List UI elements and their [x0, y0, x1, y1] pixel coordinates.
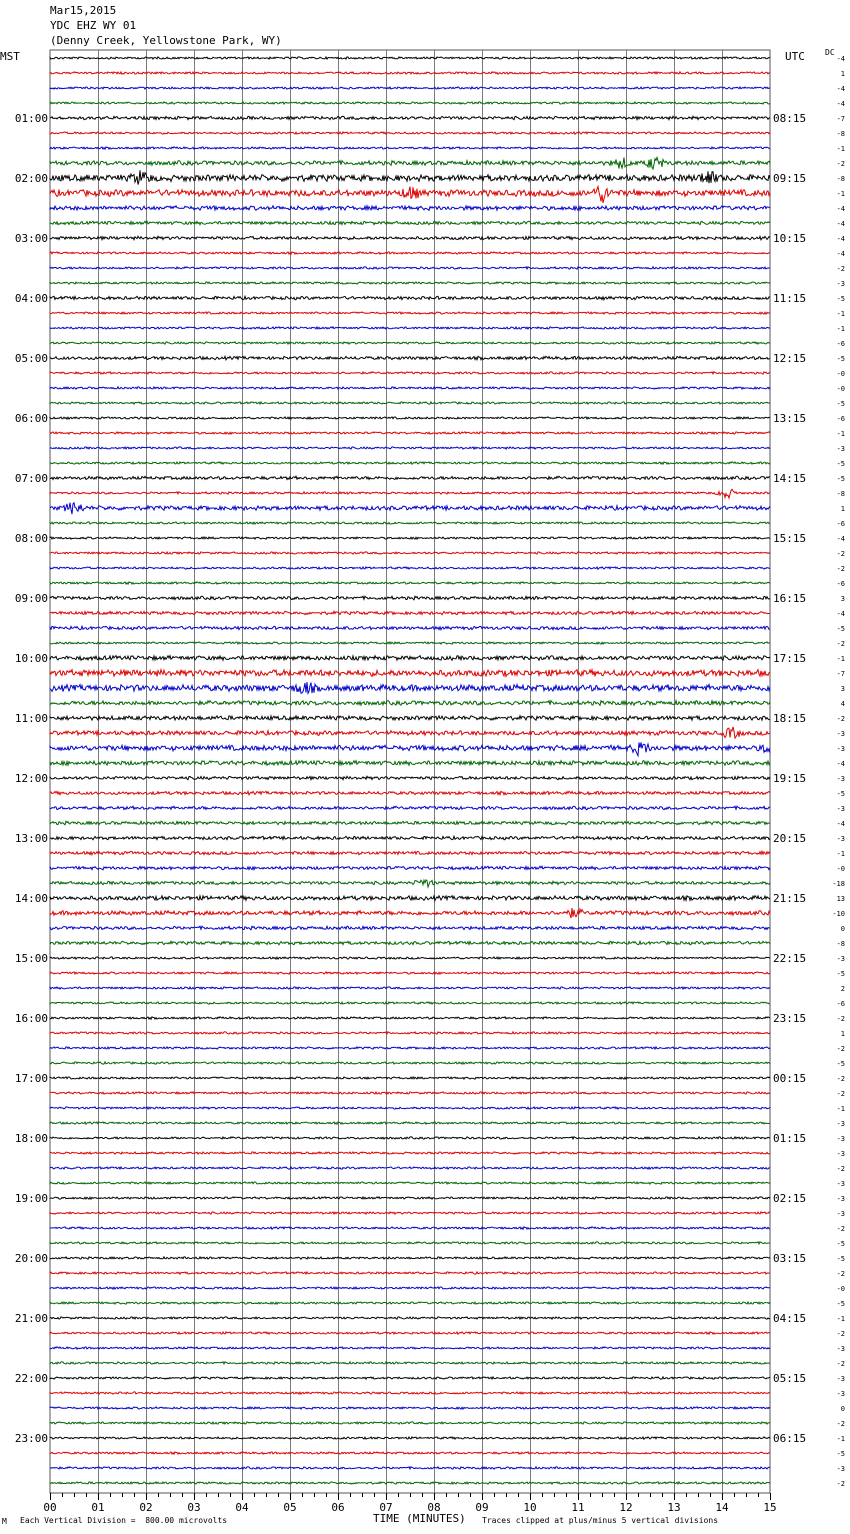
- chart-location: (Denny Creek, Yellowstone Park, WY): [50, 34, 282, 47]
- dc-offset-label: -3: [836, 280, 845, 288]
- x-tick-label: 02: [139, 1501, 153, 1514]
- dc-offset-label: -3: [836, 1150, 845, 1158]
- trace-row-82: [50, 1287, 770, 1289]
- dc-offset-label: -6: [836, 340, 845, 348]
- dc-offset-label: 0: [840, 925, 845, 933]
- right-hour-label: 23:15: [773, 1012, 807, 1025]
- dc-offset-label: -4: [836, 205, 845, 213]
- left-hour-label: 08:00: [14, 532, 48, 545]
- dc-offset-label: -2: [836, 1480, 845, 1488]
- trace-row-89: [50, 1392, 770, 1394]
- trace-row-48: [50, 776, 770, 779]
- dc-offset-label: -3: [836, 955, 845, 963]
- right-hour-label: 15:15: [773, 532, 807, 545]
- trace-row-29: [50, 489, 770, 498]
- dc-offset-label: -2: [836, 1225, 845, 1233]
- trace-row-5: [50, 132, 770, 134]
- dc-offset-label: -2: [836, 640, 845, 648]
- trace-row-54: [50, 866, 770, 870]
- dc-offset-label: -1: [836, 325, 845, 333]
- trace-row-25: [50, 432, 770, 434]
- trace-row-38: [50, 626, 770, 629]
- right-hour-label: 04:15: [773, 1312, 807, 1325]
- trace-row-88: [50, 1377, 770, 1379]
- dc-offset-label: -6: [836, 1000, 845, 1008]
- trace-row-62: [50, 987, 770, 989]
- dc-offset-label: 1: [840, 505, 845, 513]
- dc-offset-label: -6: [836, 415, 845, 423]
- dc-offset-label: -4: [836, 250, 845, 258]
- trace-row-80: [50, 1257, 770, 1259]
- scale-note: Each Vertical Division = 800.00 microvolts: [20, 1516, 228, 1525]
- trace-row-92: [50, 1437, 770, 1439]
- trace-row-21: [50, 372, 770, 374]
- trace-row-19: [50, 342, 770, 344]
- dc-offset-label: -2: [836, 265, 845, 273]
- trace-row-9: [50, 187, 770, 203]
- left-hour-label: 06:00: [14, 412, 48, 425]
- trace-row-81: [50, 1272, 770, 1274]
- dc-offset-label: -10: [832, 910, 845, 918]
- dc-offset-label: -2: [836, 1420, 845, 1428]
- dc-offset-label: -6: [836, 580, 845, 588]
- trace-row-37: [50, 611, 770, 614]
- trace-row-57: [50, 908, 770, 918]
- trace-row-76: [50, 1197, 770, 1199]
- dc-offset-label: -1: [836, 1435, 845, 1443]
- dc-offset-label: 2: [840, 985, 845, 993]
- trace-row-49: [50, 791, 770, 795]
- left-hour-label: 17:00: [14, 1072, 48, 1085]
- x-tick-label: 14: [715, 1501, 729, 1514]
- right-hour-label: 05:15: [773, 1372, 807, 1385]
- x-tick-label: 01: [91, 1501, 105, 1514]
- x-tick-label: 05: [283, 1501, 297, 1514]
- dc-offset-label: -3: [836, 1210, 845, 1218]
- right-zone-label: UTC: [785, 50, 805, 63]
- trace-row-50: [50, 806, 770, 809]
- left-hour-label: 02:00: [14, 172, 48, 185]
- trace-row-24: [50, 417, 770, 419]
- dc-offset-label: -5: [836, 970, 845, 978]
- trace-row-39: [50, 642, 770, 644]
- dc-offset-label: -7: [836, 115, 845, 123]
- dc-offset-label: -5: [836, 1300, 845, 1308]
- dc-offset-label: -0: [836, 1285, 845, 1293]
- dc-offset-label: -3: [836, 1345, 845, 1353]
- x-tick-label: 10: [523, 1501, 537, 1514]
- trace-row-95: [50, 1482, 770, 1484]
- dc-offset-label: -8: [836, 490, 845, 498]
- dc-offset-label: -2: [836, 1270, 845, 1278]
- right-hour-label: 19:15: [773, 772, 807, 785]
- dc-offset-label: -3: [836, 745, 845, 753]
- trace-row-91: [50, 1422, 770, 1424]
- trace-row-69: [50, 1092, 770, 1094]
- trace-row-83: [50, 1302, 770, 1304]
- dc-offset-label: -2: [836, 715, 845, 723]
- right-hour-label: 10:15: [773, 232, 807, 245]
- x-tick-label: 00: [43, 1501, 57, 1514]
- trace-row-1: [50, 72, 770, 74]
- trace-row-2: [50, 87, 770, 89]
- dc-offset-label: -3: [836, 775, 845, 783]
- dc-offset-label: -2: [836, 1165, 845, 1173]
- dc-offset-label: -3: [836, 1375, 845, 1383]
- trace-row-45: [50, 727, 770, 738]
- dc-offset-label: -0: [836, 385, 845, 393]
- dc-offset-label: 3: [840, 685, 845, 693]
- dc-offset-label: -1: [836, 850, 845, 858]
- right-hour-label: 11:15: [773, 292, 807, 305]
- dc-offset-label: -2: [836, 1330, 845, 1338]
- trace-row-51: [50, 821, 770, 825]
- dc-offset-label: -5: [836, 355, 845, 363]
- trace-row-78: [50, 1227, 770, 1229]
- trace-row-36: [50, 596, 770, 600]
- x-tick-label: 15: [763, 1501, 777, 1514]
- left-hour-label: 10:00: [14, 652, 48, 665]
- trace-row-8: [50, 170, 770, 184]
- trace-row-30: [50, 503, 770, 514]
- trace-row-86: [50, 1347, 770, 1349]
- trace-row-56: [50, 896, 770, 901]
- dc-offset-label: -2: [836, 565, 845, 573]
- left-hour-label: 04:00: [14, 292, 48, 305]
- trace-row-31: [50, 522, 770, 524]
- left-hour-label: 15:00: [14, 952, 48, 965]
- dc-offset-label: -2: [836, 1015, 845, 1023]
- left-hour-label: 11:00: [14, 712, 48, 725]
- trace-row-17: [50, 312, 770, 314]
- dc-offset-label: -4: [836, 55, 845, 63]
- dc-offset-label: -5: [836, 400, 845, 408]
- trace-row-43: [50, 701, 770, 706]
- trace-row-60: [50, 957, 770, 959]
- dc-offset-label: -1: [836, 655, 845, 663]
- trace-row-53: [50, 851, 770, 854]
- trace-row-68: [50, 1077, 770, 1079]
- trace-row-77: [50, 1212, 770, 1214]
- dc-offset-label: -7: [836, 670, 845, 678]
- trace-row-94: [50, 1467, 770, 1469]
- x-tick-label: 13: [667, 1501, 681, 1514]
- trace-row-64: [50, 1017, 770, 1019]
- right-hour-label: 02:15: [773, 1192, 807, 1205]
- dc-offset-label: -2: [836, 550, 845, 558]
- dc-offset-label: -5: [836, 1240, 845, 1248]
- trace-row-15: [50, 282, 770, 284]
- trace-row-4: [50, 116, 770, 119]
- dc-offset-label: -5: [836, 475, 845, 483]
- dc-offset-label: -5: [836, 460, 845, 468]
- chart-station: YDC EHZ WY 01: [50, 19, 137, 32]
- trace-row-75: [50, 1182, 770, 1184]
- dc-offset-label: -3: [836, 730, 845, 738]
- trace-row-70: [50, 1107, 770, 1109]
- dc-offset-label: -4: [836, 820, 845, 828]
- dc-offset-label: -1: [836, 310, 845, 318]
- dc-offset-label: -3: [836, 1390, 845, 1398]
- dc-offset-label: -0: [836, 370, 845, 378]
- right-hour-label: 13:15: [773, 412, 807, 425]
- dc-offset-label: -3: [836, 445, 845, 453]
- dc-offset-label: -2: [836, 1075, 845, 1083]
- x-tick-label: 07: [379, 1501, 393, 1514]
- trace-row-63: [50, 1002, 770, 1004]
- x-tick-label: 11: [571, 1501, 585, 1514]
- left-hour-label: 14:00: [14, 892, 48, 905]
- dc-offset-label: -2: [836, 160, 845, 168]
- trace-row-26: [50, 447, 770, 449]
- trace-row-16: [50, 296, 770, 299]
- trace-row-12: [50, 236, 770, 240]
- right-hour-label: 08:15: [773, 112, 807, 125]
- right-hour-label: 03:15: [773, 1252, 807, 1265]
- left-hour-label: 01:00: [14, 112, 48, 125]
- left-hour-label: 22:00: [14, 1372, 48, 1385]
- right-hour-label: 17:15: [773, 652, 807, 665]
- dc-offset-label: -1: [836, 190, 845, 198]
- dc-offset-label: -4: [836, 85, 845, 93]
- trace-row-10: [50, 206, 770, 211]
- dc-offset-label: -4: [836, 535, 845, 543]
- clip-note: Traces clipped at plus/minus 5 vertical divisions: [482, 1516, 719, 1525]
- dc-offset-label: -1: [836, 430, 845, 438]
- right-hour-label: 01:15: [773, 1132, 807, 1145]
- trace-row-46: [50, 742, 770, 755]
- dc-offset-label: -5: [836, 1060, 845, 1068]
- trace-row-73: [50, 1152, 770, 1154]
- left-hour-label: 07:00: [14, 472, 48, 485]
- corner-mark: M: [2, 1517, 7, 1526]
- trace-row-52: [50, 836, 770, 839]
- x-tick-label: 04: [235, 1501, 249, 1514]
- left-hour-label: 18:00: [14, 1132, 48, 1145]
- trace-row-20: [50, 356, 770, 360]
- trace-row-13: [50, 252, 770, 254]
- dc-offset-label: -5: [836, 790, 845, 798]
- dc-offset-label: -1: [836, 145, 845, 153]
- dc-offset-label: -3: [836, 805, 845, 813]
- dc-offset-label: 13: [836, 895, 845, 903]
- x-tick-label: 06: [331, 1501, 345, 1514]
- trace-row-23: [50, 402, 770, 404]
- dc-offset-label: -1: [836, 1105, 845, 1113]
- x-tick-label: 03: [187, 1501, 201, 1514]
- right-hour-label: 14:15: [773, 472, 807, 485]
- right-hour-label: 00:15: [773, 1072, 807, 1085]
- dc-offset-label: -5: [836, 625, 845, 633]
- dc-offset-label: -4: [836, 235, 845, 243]
- dc-offset-label: -4: [836, 610, 845, 618]
- dc-offset-label: -2: [836, 1360, 845, 1368]
- dc-offset-label: -5: [836, 1255, 845, 1263]
- trace-row-61: [50, 972, 770, 974]
- right-hour-label: 21:15: [773, 892, 807, 905]
- trace-row-34: [50, 567, 770, 569]
- left-hour-label: 20:00: [14, 1252, 48, 1265]
- dc-offset-label: 3: [840, 595, 845, 603]
- trace-row-44: [50, 716, 770, 721]
- trace-row-47: [50, 761, 770, 766]
- dc-offset-label: -5: [836, 295, 845, 303]
- trace-row-22: [50, 387, 770, 389]
- dc-offset-label: -3: [836, 1465, 845, 1473]
- dc-offset-label: -2: [836, 1045, 845, 1053]
- trace-row-27: [50, 462, 770, 464]
- trace-row-66: [50, 1047, 770, 1049]
- trace-row-40: [50, 656, 770, 661]
- right-hour-label: 16:15: [773, 592, 807, 605]
- left-hour-label: 19:00: [14, 1192, 48, 1205]
- dc-offset-label: -3: [836, 1195, 845, 1203]
- trace-row-41: [50, 670, 770, 677]
- dc-offset-label: -6: [836, 520, 845, 528]
- right-hour-label: 20:15: [773, 832, 807, 845]
- dc-offset-label: -3: [836, 1135, 845, 1143]
- left-hour-label: 05:00: [14, 352, 48, 365]
- right-hour-label: 18:15: [773, 712, 807, 725]
- left-hour-label: 13:00: [14, 832, 48, 845]
- dc-offset-label: 4: [840, 700, 845, 708]
- trace-row-72: [50, 1137, 770, 1139]
- left-hour-label: 12:00: [14, 772, 48, 785]
- dc-offset-label: -18: [832, 880, 845, 888]
- trace-row-0: [50, 57, 770, 59]
- right-hour-label: 12:15: [773, 352, 807, 365]
- trace-row-79: [50, 1242, 770, 1244]
- left-hour-label: 23:00: [14, 1432, 48, 1445]
- dc-offset-label: -4: [836, 100, 845, 108]
- trace-row-59: [50, 941, 770, 944]
- dc-offset-label: -8: [836, 175, 845, 183]
- trace-row-18: [50, 327, 770, 329]
- trace-row-28: [50, 476, 770, 479]
- trace-row-42: [50, 682, 770, 693]
- left-zone-label: MST: [0, 50, 20, 63]
- trace-row-65: [50, 1032, 770, 1034]
- trace-row-71: [50, 1122, 770, 1124]
- trace-row-87: [50, 1362, 770, 1364]
- dc-offset-label: -0: [836, 865, 845, 873]
- trace-row-58: [50, 926, 770, 930]
- dc-label: DC: [825, 48, 835, 57]
- right-hour-label: 09:15: [773, 172, 807, 185]
- trace-row-3: [50, 102, 770, 104]
- left-hour-label: 09:00: [14, 592, 48, 605]
- dc-offset-label: -5: [836, 1450, 845, 1458]
- trace-row-35: [50, 582, 770, 584]
- dc-offset-label: -3: [836, 1180, 845, 1188]
- trace-row-85: [50, 1332, 770, 1334]
- left-hour-label: 21:00: [14, 1312, 48, 1325]
- trace-row-6: [50, 147, 770, 149]
- trace-row-84: [50, 1317, 770, 1319]
- trace-row-67: [50, 1062, 770, 1064]
- dc-offset-label: 1: [840, 1030, 845, 1038]
- left-hour-label: 16:00: [14, 1012, 48, 1025]
- right-hour-label: 22:15: [773, 952, 807, 965]
- dc-offset-label: 0: [840, 1405, 845, 1413]
- trace-row-93: [50, 1452, 770, 1454]
- chart-date: Mar15,2015: [50, 4, 117, 17]
- dc-offset-label: -4: [836, 760, 845, 768]
- x-tick-label: 09: [475, 1501, 489, 1514]
- x-tick-label: 12: [619, 1501, 633, 1514]
- dc-offset-label: -2: [836, 1090, 845, 1098]
- dc-offset-label: -1: [836, 1315, 845, 1323]
- trace-row-55: [50, 880, 770, 887]
- right-hour-label: 06:15: [773, 1432, 807, 1445]
- dc-offset-label: 1: [840, 70, 845, 78]
- dc-offset-label: -8: [836, 940, 845, 948]
- trace-row-11: [50, 221, 770, 224]
- trace-row-90: [50, 1407, 770, 1409]
- trace-row-33: [50, 552, 770, 554]
- plot-frame: [50, 50, 770, 1493]
- x-axis-label: TIME (MINUTES): [373, 1512, 466, 1525]
- x-tick-label: 08: [427, 1501, 441, 1514]
- left-hour-label: 03:00: [14, 232, 48, 245]
- dc-offset-label: -3: [836, 835, 845, 843]
- trace-row-74: [50, 1167, 770, 1169]
- trace-row-7: [50, 157, 770, 169]
- dc-offset-label: -4: [836, 220, 845, 228]
- dc-offset-label: -8: [836, 130, 845, 138]
- trace-row-32: [50, 537, 770, 539]
- dc-offset-label: -3: [836, 1120, 845, 1128]
- trace-row-14: [50, 267, 770, 269]
